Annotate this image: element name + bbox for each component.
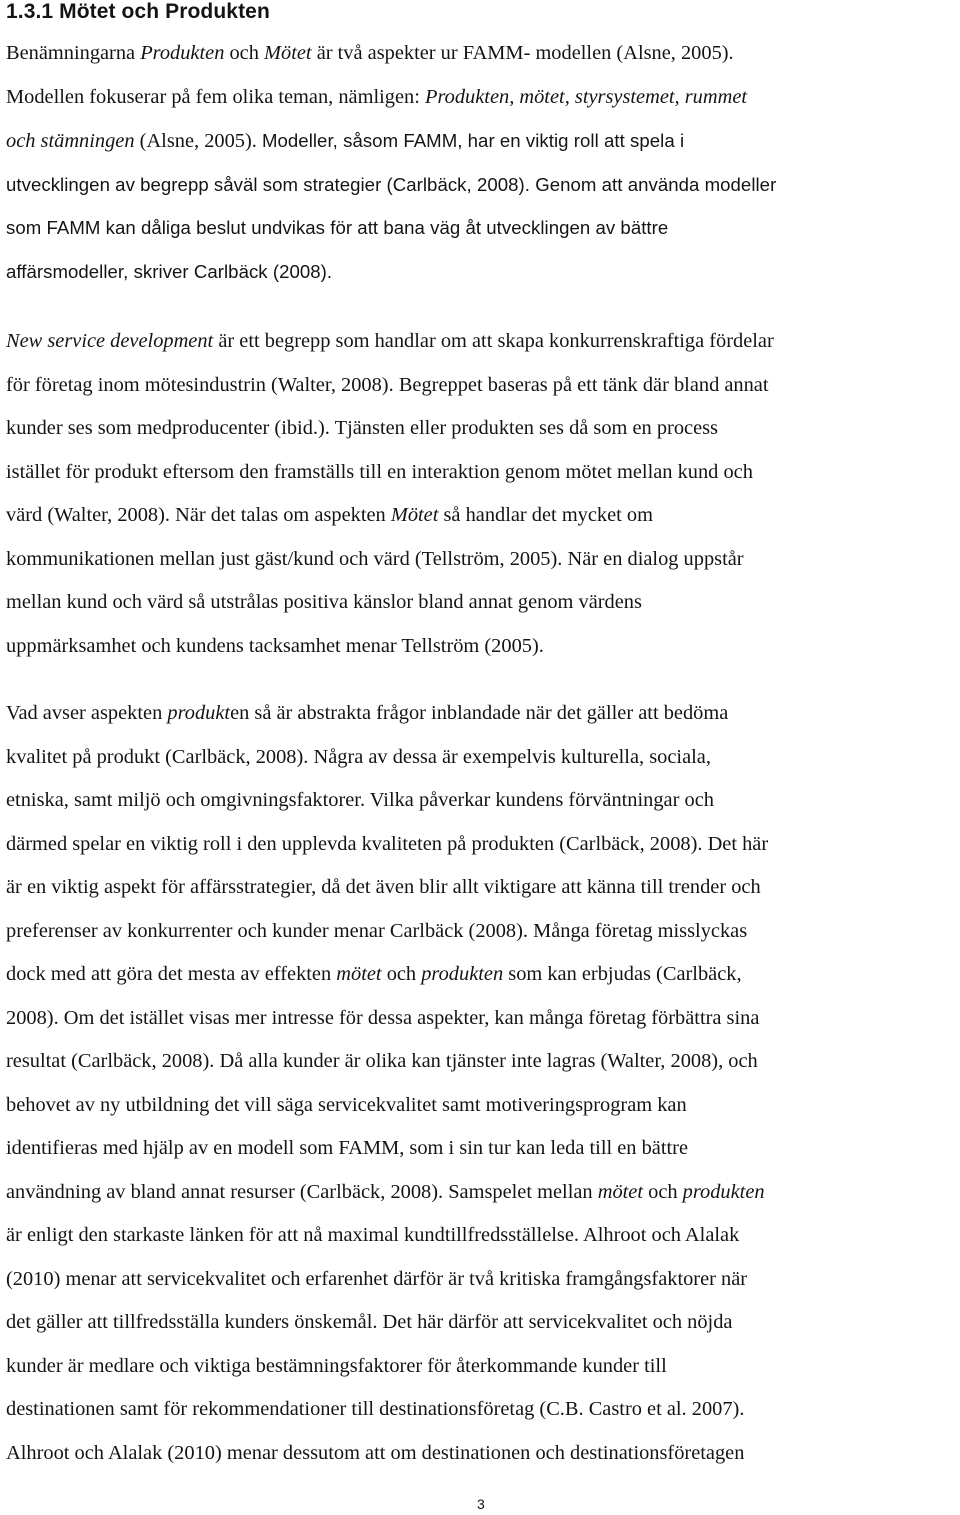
text-line: istället för produkt eftersom den framställs till en interaktion genom mötet mellan kund och (6, 460, 753, 483)
text-line: 2008). Om det istället visas mer intresse för dessa aspekter, kan många företag förbättra sina (6, 1006, 760, 1029)
text-line: uppmärksamhet och kundens tacksamhet menar Tellström (2005). (6, 634, 544, 657)
italic-term: produkten (682, 1180, 765, 1203)
text-run: användning av bland annat resurser (Carlbäck, 2008). Samspelet mellan (6, 1180, 598, 1203)
text-run-sans: Modeller, såsom FAMM, har en viktig roll att spela i (261, 130, 685, 151)
text-run: dock med att göra det mesta av effekten (6, 963, 337, 985)
text-run: Vad avser aspekten (6, 702, 168, 724)
italic-term: Mötet (390, 504, 439, 526)
text-line: är en viktig aspekt för affärsstrategier, då det även blir allt viktigare att känna till trender och (6, 876, 761, 898)
text-line (6, 320, 774, 364)
text-line (6, 119, 776, 163)
text-line: kommunikationen mellan just gäst/kund och värd (Tellström, 2005). När en dialog uppstår (6, 547, 744, 570)
text-run: Benämningarna (6, 42, 141, 64)
italic-term: Produkten, mötet, styrsystemet, rummet (425, 85, 748, 108)
text-run-sans: utvecklingen av begrepp såväl som strategier (Carlbäck, 2008). (6, 173, 530, 195)
paragraph-3 (6, 692, 768, 1475)
text-run-sans: Genom att använda modeller (530, 173, 777, 195)
text-line: mellan kund och värd så utstrålas positiva känslor bland annat genom värdens (6, 591, 642, 613)
text-line: kunder är medlare och viktiga bestämningsfaktorer för återkommande kunder till (6, 1354, 667, 1377)
italic-term: produkt (167, 702, 231, 724)
italic-term: Produkten (140, 42, 225, 64)
text-line: preferenser av konkurrenter och kunder menar Carlbäck (2008). Många företag misslyckas (6, 919, 748, 942)
document-page (6, 0, 956, 1464)
text-line: behovet av ny utbildning det vill säga servicekvalitet samt motiveringsprogram kan (6, 1093, 687, 1116)
italic-term: produkten (421, 963, 504, 985)
text-line (6, 163, 776, 207)
text-run: kunder ses som medproducenter (ibid.). (6, 417, 335, 439)
text-run: Tjänsten eller produkten ses då som en process (334, 417, 718, 439)
text-line: Alhroot och Alalak (2010) menar dessutom att om destinationen och destinationsföretagen (6, 1441, 745, 1464)
text-line: som FAMM kan dåliga beslut undvikas för att bana väg åt utvecklingen av bättre (6, 217, 669, 238)
text-line (6, 76, 776, 120)
paragraph-2 (6, 320, 774, 668)
paragraph-1 (6, 32, 776, 293)
text-line: är enligt den starkaste länken för att nå maximal kundtillfredsställelse. Alhroot och Alalak (6, 1224, 740, 1246)
text-line (6, 1171, 768, 1215)
text-run: värd (Walter, 2008). När det talas om aspekten (6, 504, 391, 526)
text-line: (2010) menar att servicekvalitet och erfarenhet därför är två kritiska framgångsfaktorer när (6, 1267, 748, 1290)
italic-term: Mötet (264, 42, 312, 64)
text-run: för företag inom mötesindustrin (Walter, 2008). (6, 373, 399, 396)
text-run: så handlar det mycket om (438, 504, 653, 526)
text-run: och (643, 1180, 683, 1203)
text-line: därmed spelar en viktig roll i den upplevda kvaliteten på produkten (Carlbäck, 2008). Det här (6, 832, 769, 855)
text-run: och (224, 42, 265, 64)
italic-term: mötet (597, 1180, 644, 1203)
text-run: Begreppet baseras på ett tänk där bland annat (398, 373, 769, 396)
italic-term: mötet (336, 963, 382, 985)
text-line (6, 364, 774, 408)
section-heading: 1.3.1 Mötet och Produkten (6, 0, 270, 23)
italic-term: och stämningen (6, 130, 135, 152)
text-run: är ett begrepp som handlar om att skapa konkurrenskraftiga fördelar (213, 330, 774, 352)
text-line (6, 32, 776, 76)
text-run: är två aspekter ur FAMM- modellen (Alsne, 2005). (311, 42, 734, 64)
text-run: och (381, 963, 422, 985)
text-line: kvalitet på produkt (Carlbäck, 2008). Några av dessa är exempelvis kulturella, sociala, (6, 745, 711, 768)
text-line: det gäller att tillfredsställa kunders önskemål. Det här därför att servicekvalitet och nöjda (6, 1311, 733, 1333)
text-line (6, 407, 774, 451)
text-run: som kan erbjudas (Carlbäck, (503, 963, 742, 985)
text-run: en så är abstrakta frågor inblandade när det gäller att bedöma (230, 702, 729, 724)
text-line: resultat (Carlbäck, 2008). Då alla kunder är olika kan tjänster inte lagras (Walter, 2008), och (6, 1050, 758, 1072)
text-line: destinationen samt för rekommendationer till destinationsföretag (C.B. Castro et al. 2007). (6, 1398, 745, 1420)
text-line (6, 953, 768, 997)
text-line: affärsmodeller, skriver Carlbäck (2008). (6, 260, 333, 282)
text-run: (Alsne, 2005). (134, 130, 262, 152)
text-run: Modellen fokuserar på fem olika teman, nämligen: (6, 85, 426, 108)
text-line: identifieras med hjälp av en modell som FAMM, som i sin tur kan leda till en bättre (6, 1137, 689, 1159)
text-line: etniska, samt miljö och omgivningsfaktorer. Vilka påverkar kundens förväntningar och (6, 789, 714, 811)
text-line (6, 494, 774, 538)
page-number: 3 (477, 1496, 485, 1512)
italic-term: New service development (6, 330, 214, 352)
text-line (6, 692, 768, 736)
